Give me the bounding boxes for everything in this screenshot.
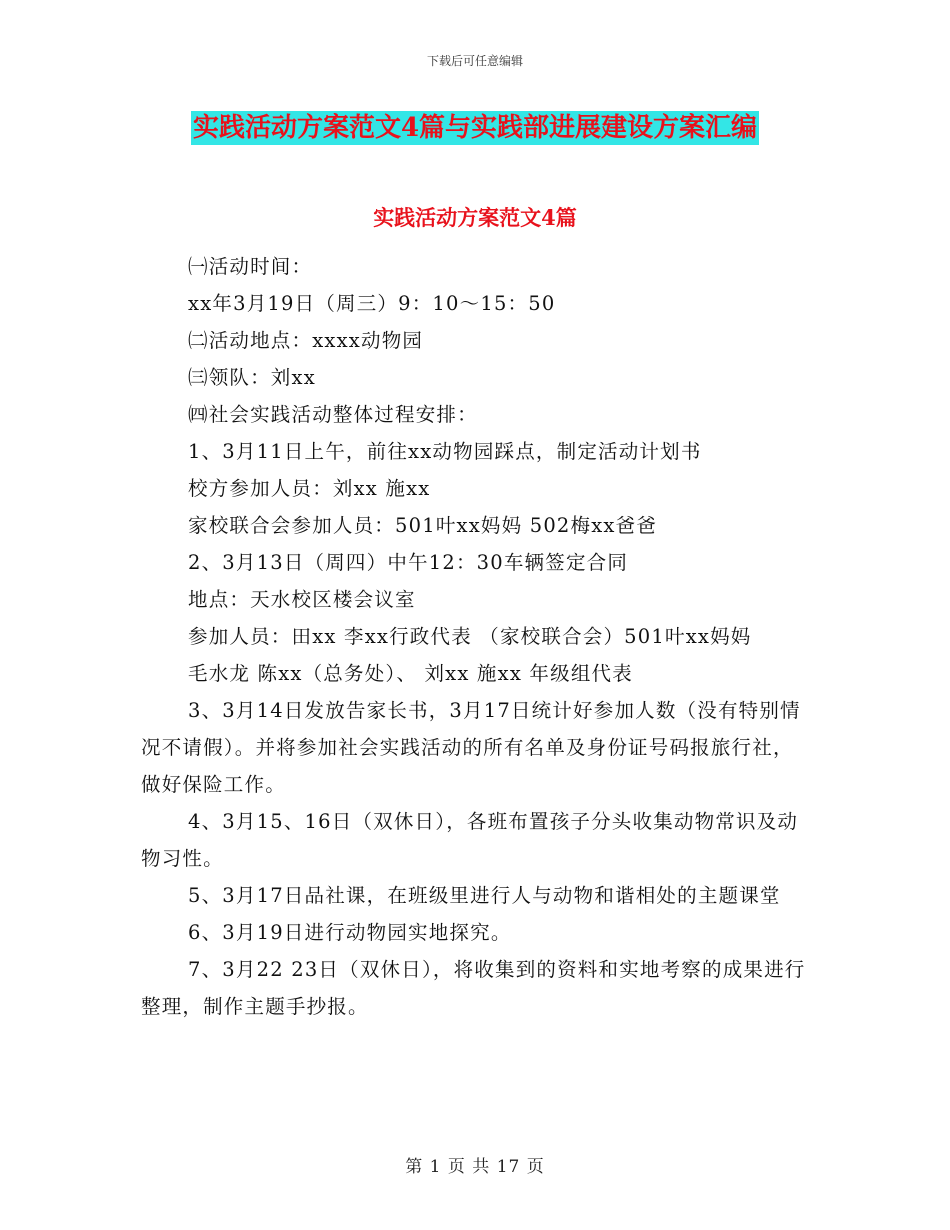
paragraph-step-4: 4、3月15、16日（双休日），各班布置孩子分头收集动物常识及动物习性。 [141, 810, 799, 870]
paragraph-step-2: 2、3月13日（周四）中午12：30车辆签定合同 [188, 551, 629, 574]
paragraph-step-5: 5、3月17日品社课，在班级里进行人与动物和谐相处的主题课堂 [188, 884, 781, 907]
paragraph-step-1: 1、3月11日上午，前往xx动物园踩点，制定活动计划书 [188, 440, 702, 463]
paragraph-leader: ㈢领队：刘xx [188, 366, 316, 389]
document-body [141, 248, 811, 1025]
page-header-note: 下载后可任意编辑 [426, 54, 523, 68]
paragraph-school-staff: 校方参加人员：刘xx 施xx [188, 477, 431, 500]
document-title [0, 110, 950, 146]
paragraph-parent-staff: 家校联合会参加人员：501叶xx妈妈 502梅xx爸爸 [188, 514, 658, 537]
paragraph-schedule-heading: ㈣社会实践活动整体过程安排： [188, 403, 478, 426]
paragraph-participants: 参加人员：田xx 李xx行政代表 （家校联合会）501叶xx妈妈 [188, 625, 752, 648]
paragraph-step-6: 6、3月19日进行动物园实地探究。 [188, 921, 512, 944]
paragraph-activity-time: ㈠活动时间： [188, 255, 313, 278]
paragraph-step-3: 3、3月14日发放告家长书，3月17日统计好参加人数（没有特别情况不请假）。并将参加社会实践活动的所有名单及身份证号码报旅行社，做好保险工作。 [141, 699, 801, 796]
paragraph-representatives: 毛水龙 陈xx（总务处）、 刘xx 施xx 年级组代表 [188, 662, 633, 685]
paragraph-date: xx年3月19日（周三）9：10～15：50 [188, 292, 556, 315]
page-number: 第 1 页 共 17 页 [405, 1157, 545, 1177]
document-title-text: 实践活动方案范文4篇与实践部进展建设方案汇编 [192, 113, 758, 143]
paragraph-location: ㈡活动地点：xxxx动物园 [188, 329, 424, 352]
section-title: 实践活动方案范文4篇 [373, 205, 577, 230]
paragraph-step-7: 7、3月22 23日（双休日），将收集到的资料和实地考察的成果进行整理，制作主题手抄报。 [141, 958, 806, 1018]
paragraph-meeting-location: 地点：天水校区楼会议室 [188, 588, 416, 611]
